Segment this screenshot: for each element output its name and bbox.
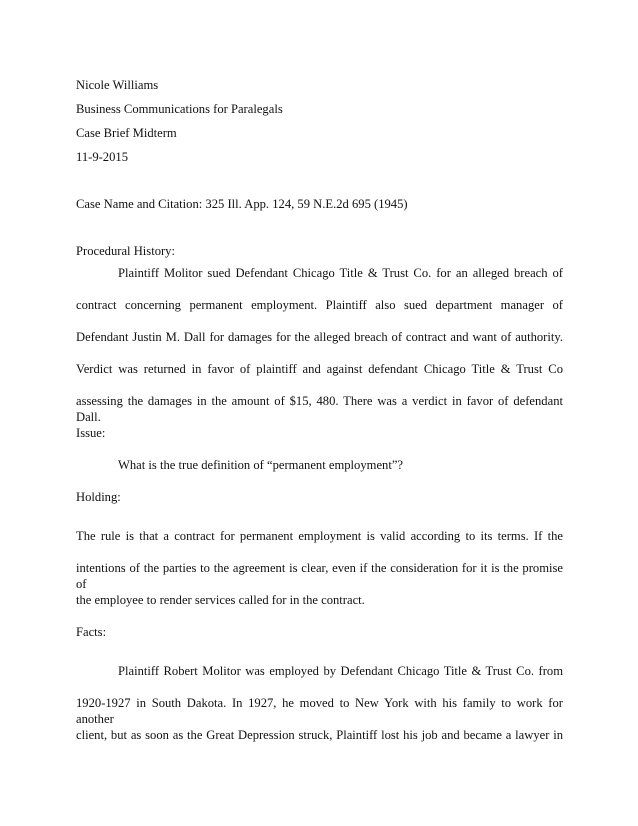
procedural-history-line: Plaintiff Molitor sued Defendant Chicago Title & Trust Co. for an alleged breach of [118,266,563,280]
assignment-title: Case Brief Midterm [76,126,177,140]
facts-heading: Facts: [76,625,107,639]
issue-text: What is the true definition of “permanent employment”? [118,458,404,472]
holding-line: the employee to render services called for in the contract. [76,593,365,607]
holding-line: intentions of the parties to the agreement is clear, even if the consideration for it is the promise of [76,561,563,591]
holding-line: The rule is that a contract for permanent employment is valid according to its terms. If the [76,529,563,543]
procedural-history-line: contract concerning permanent employment. Plaintiff also sued department manager of [76,298,563,312]
case-citation: Case Name and Citation: 325 Ill. App. 124, 59 N.E.2d 695 (1945) [76,197,408,211]
issue-heading: Issue: [76,426,106,440]
procedural-history-line: assessing the damages in the amount of $15, 480. There was a verdict in favor of defendant Dall. [76,394,563,424]
procedural-history-line: Defendant Justin M. Dall for damages for the alleged breach of contract and want of authority. [76,330,563,344]
facts-line: 1920-1927 in South Dakota. In 1927, he moved to New York with his family to work for another [76,696,563,726]
document-date: 11-9-2015 [76,150,128,164]
holding-heading: Holding: [76,490,121,504]
author-name: Nicole Williams [76,78,159,92]
procedural-history-heading: Procedural History: [76,244,175,258]
procedural-history-line: Verdict was returned in favor of plaintiff and against defendant Chicago Title & Trust Co [76,362,563,376]
facts-line: client, but as soon as the Great Depression struck, Plaintiff lost his job and became a lawyer in [76,728,563,742]
course-name: Business Communications for Paralegals [76,102,283,116]
facts-line: Plaintiff Robert Molitor was employed by Defendant Chicago Title & Trust Co. from [118,664,563,678]
